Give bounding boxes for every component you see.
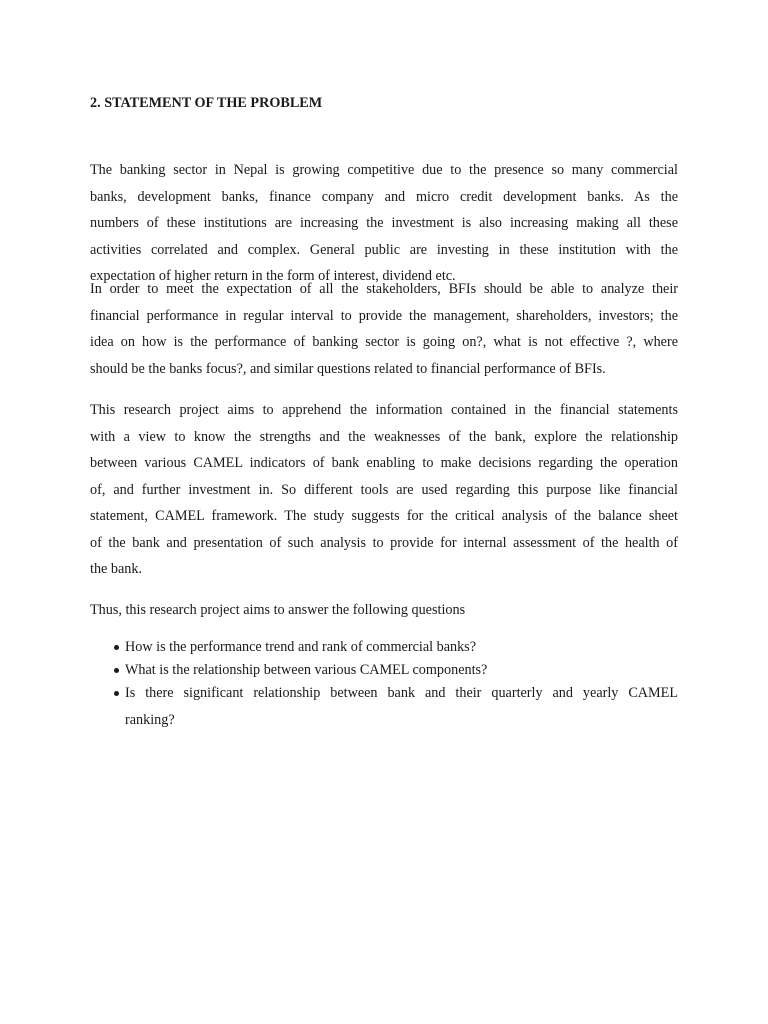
paragraph-line: between various CAMEL indicators of bank enabling to make decisions regarding the operation <box>90 455 678 471</box>
paragraph-questions-intro <box>90 597 678 624</box>
list-item <box>90 659 678 682</box>
paragraph-line: This research project aims to apprehend the information contained in the financial statements <box>90 402 678 418</box>
research-questions-list <box>90 636 678 736</box>
paragraph-line: expectation of higher return in the form of interest, dividend etc. <box>90 268 456 284</box>
paragraph-line: of, and further investment in. So different tools are used regarding this purpose like financial <box>90 481 678 498</box>
paragraph-line: In order to meet the expectation of all the stakeholders, BFIs should be able to analyze their <box>90 281 678 297</box>
bullet-icon <box>114 691 119 696</box>
paragraph-line: Thus, this research project aims to answer the following questions <box>90 602 466 618</box>
paragraph-line: numbers of these institutions are increasing the investment is also increasing making all these <box>90 215 678 231</box>
list-item-text: How is the performance trend and rank of commercial banks? <box>125 639 477 655</box>
list-item-text: Is there significant relationship between bank and their quarterly and yearly CAMEL <box>125 685 678 701</box>
paragraph-line: banks, development banks, finance company and micro credit development banks. As the <box>90 188 678 205</box>
paragraph-banking-sector <box>90 157 678 290</box>
paragraph-line: The banking sector in Nepal is growing competitive due to the presence so many commercial <box>90 162 678 178</box>
bullet-icon <box>114 668 119 673</box>
paragraph-line: statement, CAMEL framework. The study suggests for the critical analysis of the balance sheet <box>90 508 678 524</box>
paragraph-line: the bank. <box>90 561 143 577</box>
bullet-icon <box>114 645 119 650</box>
paragraph-line: with a view to know the strengths and the weaknesses of the bank, explore the relationship <box>90 428 678 445</box>
list-item <box>90 636 678 659</box>
paragraph-line: idea on how is the performance of banking sector is going on?, what is not effective ?, where <box>90 334 678 350</box>
paragraph-stakeholders <box>90 276 678 382</box>
section-heading: 2. STATEMENT OF THE PROBLEM <box>90 95 323 111</box>
paragraph-research-aims <box>90 397 678 583</box>
paragraph-line: should be the banks focus?, and similar questions related to financial performance of BFIs. <box>90 360 606 377</box>
paragraph-line: financial performance in regular interval to provide the management, shareholders, investors; the <box>90 307 678 324</box>
list-item-text: What is the relationship between various CAMEL components? <box>125 662 488 678</box>
paragraph-line: of the bank and presentation of such analysis to provide for internal assessment of the health of <box>90 534 678 551</box>
list-item-text: ranking? <box>125 712 175 728</box>
paragraph-line: activities correlated and complex. General public are investing in these institution with the <box>90 241 678 258</box>
list-item <box>90 682 678 736</box>
